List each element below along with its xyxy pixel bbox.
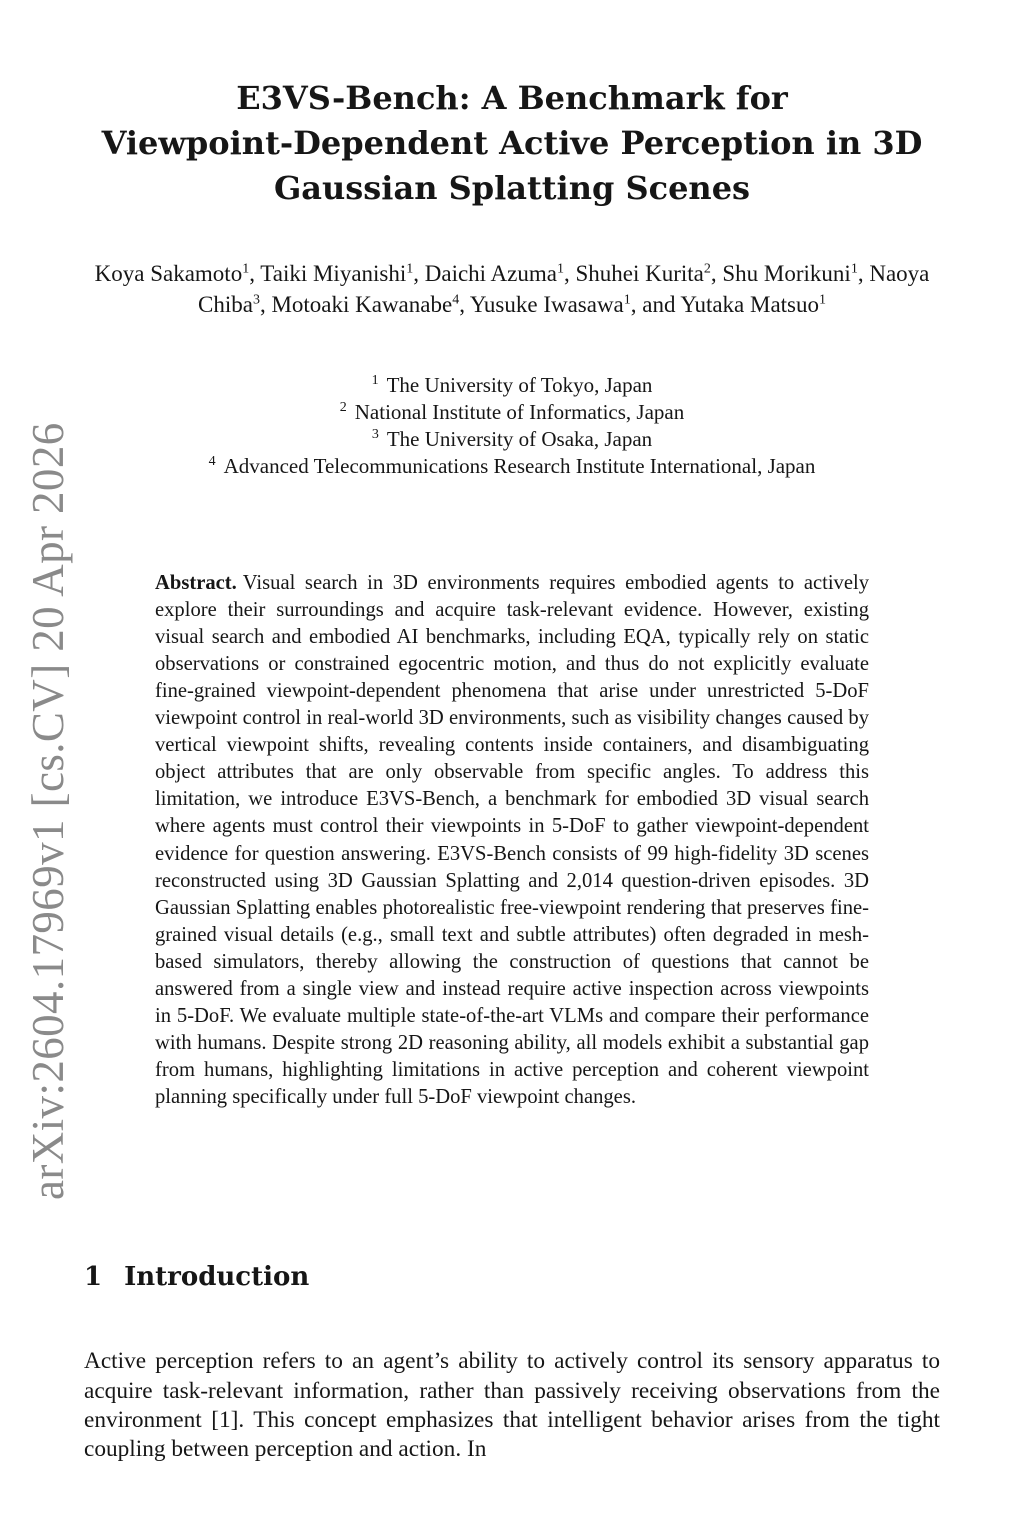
section-number: 1 [84,1262,103,1292]
abstract [155,570,869,1112]
author: Motoaki Kawanabe$^4$, [271,292,470,317]
author: Taiki Miyanishi$^1$, [260,261,425,286]
author: Daichi Azuma$^1$, [424,261,576,286]
title-line-2: Viewpoint-Dependent Active Perception in 3D [101,124,923,162]
affiliation-list [100,372,924,480]
author: Yusuke Iwasawa$^1$, and [469,292,681,317]
author-list [82,258,942,320]
title-line-3: Gaussian Splatting Scenes [273,169,751,207]
author: Shuhei Kurita$^2$, [575,261,723,286]
affiliation-item: $^1$ The University of Tokyo, Japan [371,373,653,397]
affiliation-item: $^4$ Advanced Telecommunications Research Institute International, Japan [208,454,816,478]
introduction-paragraph: Active perception refers to an agent’s ability to actively control its sensory apparatus to acquire task-relevant information, rather than passively receiving observations from the environment [1]. This concept emphasizes that intelligent behavior arises from the tight coupling between perception and action. In [84,1348,940,1463]
section-heading-introduction [84,1262,309,1292]
affiliation-item: $^3$ The University of Osaka, Japan [371,427,653,451]
author: Koya Sakamoto$^1$, [94,261,261,286]
author: Yutaka Matsuo$^1$ [680,292,827,317]
author: Naoya Chiba$^3$, [197,261,930,317]
abstract-label: Abstract. [155,571,237,594]
paper-title [90,76,934,211]
title-line-1: E3VS-Bench: A Benchmark for [236,79,788,117]
affiliation-item: $^2$ National Institute of Informatics, Japan [339,400,685,424]
arxiv-identifier-stamp: arXiv:2604.17969v1 [cs.CV] 20 Apr 2026 [23,422,73,1200]
section-title: Introduction [124,1262,310,1292]
author: Shu Morikuni$^1$, [722,261,870,286]
abstract-body: Visual search in 3D environments requires embodied agents to actively explore their surroundings and acquire task-relevant evidence. However, existing visual search and embodied AI benchmarks, including EQA, typically rely on static observations or constrained egocentric motion, and thus do not explicitly evaluate fine-grained viewpoint-dependent phenomena that arise under unrestricted 5-DoF viewpoint control in real-world 3D environments, such as visibility changes caused by vertical viewpoint shifts, revealing contents inside containers, and disambiguating object attributes that are only observable from specific angles. To address this limitation, we introduce E3VS-Bench, a benchmark for embodied 3D visual search where agents must control their viewpoints in 5-DoF to gather viewpoint-dependent evidence for question answering. E3VS-Bench consists of 99 high-fidelity 3D scenes reconstructed using 3D Gaussian Splatting and 2,014 question-driven episodes. 3D Gaussian Splatting enables photorealistic free-viewpoint rendering that preserves fine-grained visual details (e.g., small text and subtle attributes) often degraded in mesh-based simulators, thereby allowing the construction of questions that cannot be answered from a single view and instead require active inspection across viewpoints in 5-DoF. We evaluate multiple state-of-the-art VLMs and compare their performance with humans. Despite strong 2D reasoning ability, all models exhibit a substantial gap from humans, highlighting limitations in active perception and coherent viewpoint planning specifically under full 5-DoF viewpoint changes. [155,571,869,1109]
